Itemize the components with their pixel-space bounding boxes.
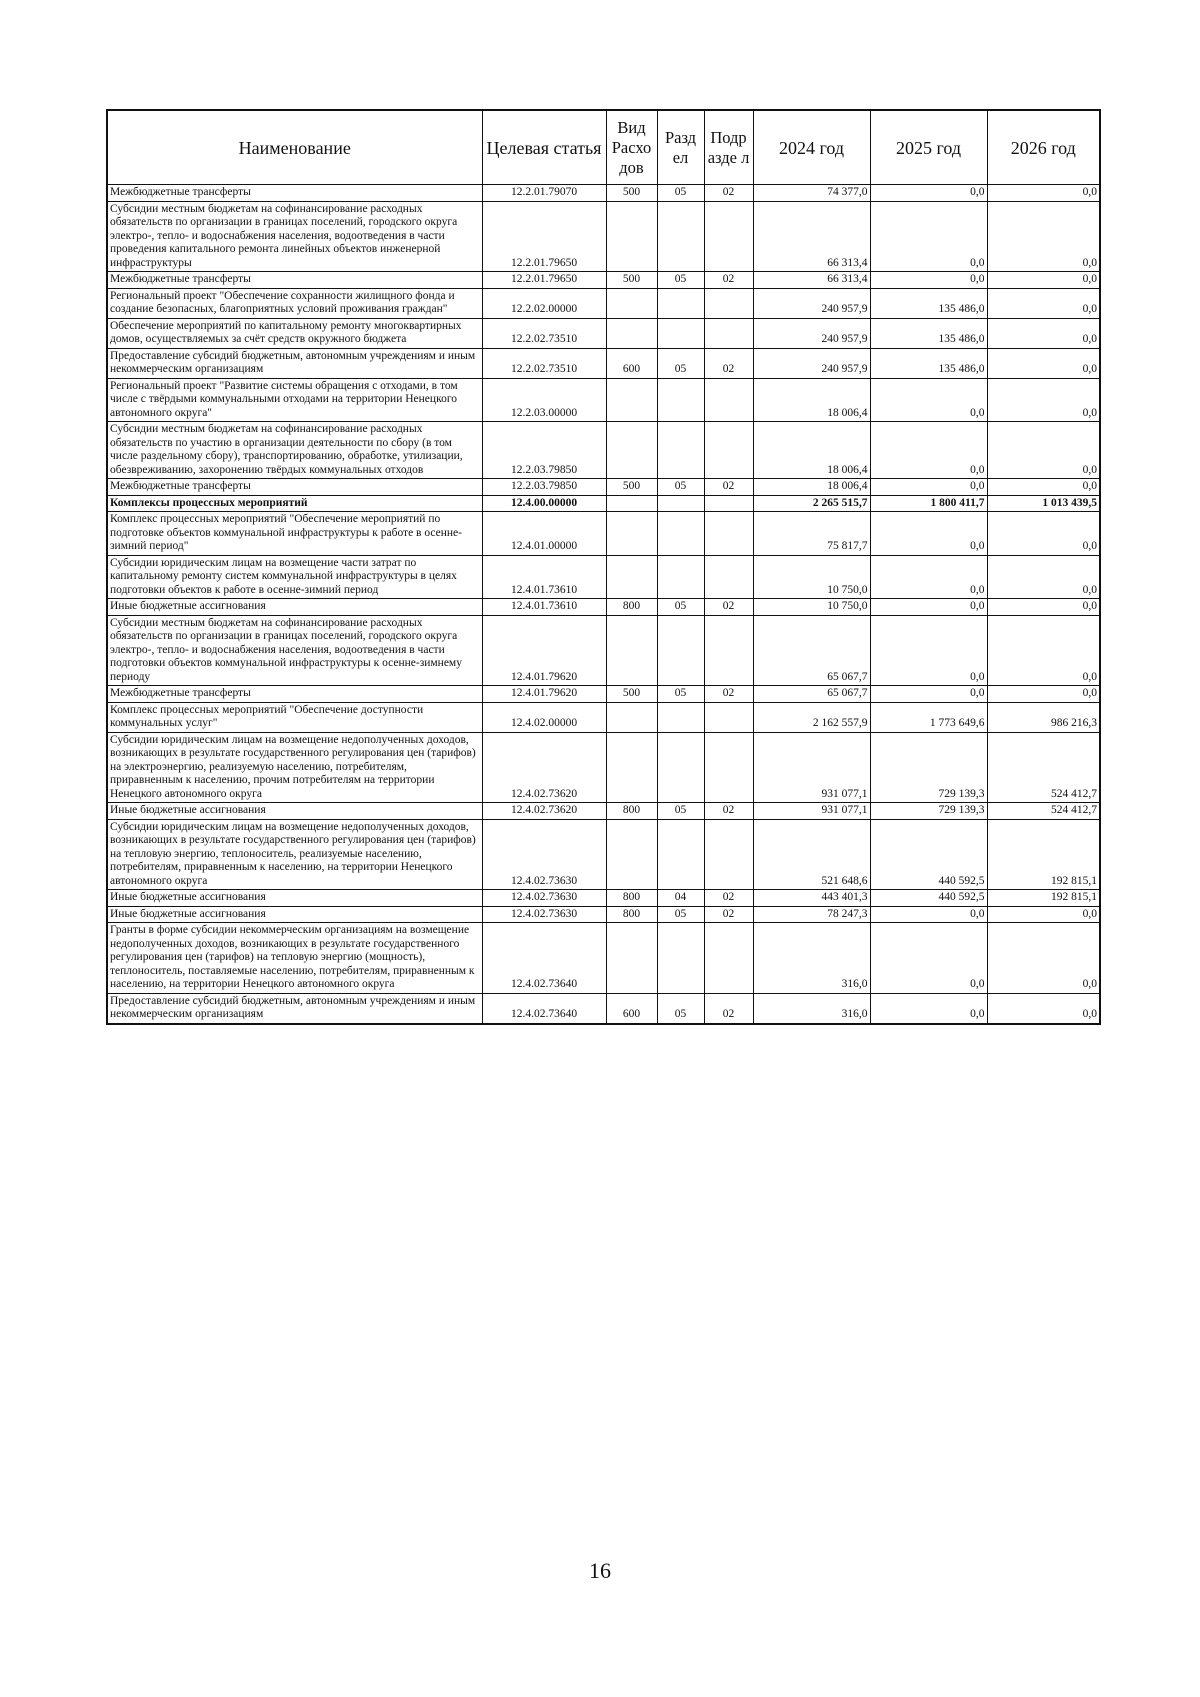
row-name: Предоставление субсидий бюджетным, автономным учреждениям и иным некоммерческим организациям: [107, 993, 482, 1024]
row-amount-2026: 0,0: [987, 318, 1100, 348]
row-amount-2026: 0,0: [987, 272, 1100, 289]
table-row: [107, 555, 1100, 599]
row-amount-2025: 0,0: [870, 272, 987, 289]
row-amount-2024: 316,0: [753, 993, 870, 1024]
row-amount-2024: 18 006,4: [753, 378, 870, 422]
row-section: [657, 512, 704, 556]
header-row: [107, 110, 1100, 185]
row-amount-2025: 0,0: [870, 599, 987, 616]
row-amount-2024: 75 817,7: [753, 512, 870, 556]
row-subsection: 02: [704, 272, 753, 289]
row-amount-2026: 0,0: [987, 686, 1100, 703]
row-expense-type: 800: [606, 890, 657, 907]
row-name: Региональный проект "Обеспечение сохранности жилищного фонда и создание безопасных, благоприятных условий проживания граждан": [107, 288, 482, 318]
row-target-code: 12.4.01.00000: [482, 512, 606, 556]
row-section: [657, 555, 704, 599]
row-subsection: 02: [704, 993, 753, 1024]
row-name: Комплекс процессных мероприятий "Обеспечение доступности коммунальных услуг": [107, 702, 482, 732]
table-row: [107, 318, 1100, 348]
row-subsection: [704, 512, 753, 556]
table-row: [107, 495, 1100, 512]
row-name: Субсидии юридическим лицам на возмещение недополученных доходов, возникающих в результате государственного регулирования цен (тарифов) на тепловую энергию, теплоноситель, реализуемые населению, потребителям, приравненным к населению, на территории Ненецкого автономного округа: [107, 819, 482, 890]
row-amount-2025: 1 800 411,7: [870, 495, 987, 512]
row-subsection: 02: [704, 906, 753, 923]
row-amount-2026: 986 216,3: [987, 702, 1100, 732]
row-amount-2026: 0,0: [987, 185, 1100, 202]
row-amount-2024: 78 247,3: [753, 906, 870, 923]
row-target-code: 12.4.02.73640: [482, 993, 606, 1024]
table-row: [107, 378, 1100, 422]
row-subsection: [704, 702, 753, 732]
row-section: 05: [657, 348, 704, 378]
row-amount-2026: 0,0: [987, 288, 1100, 318]
row-subsection: [704, 555, 753, 599]
row-subsection: 02: [704, 348, 753, 378]
row-name: Субсидии юридическим лицам на возмещение части затрат по капитальному ремонту систем коммунальной инфраструктуры в целях подготовки объектов к работе в осенне-зимний период: [107, 555, 482, 599]
row-amount-2025: 440 592,5: [870, 890, 987, 907]
row-subsection: 02: [704, 185, 753, 202]
row-subsection: 02: [704, 686, 753, 703]
row-subsection: [704, 615, 753, 686]
row-amount-2024: 316,0: [753, 923, 870, 994]
row-amount-2026: 524 412,7: [987, 732, 1100, 803]
table-row: [107, 803, 1100, 820]
row-name: Комплекс процессных мероприятий "Обеспечение мероприятий по подготовке объектов коммунальной инфраструктуры к работе в осенне-зимний период": [107, 512, 482, 556]
row-amount-2026: 0,0: [987, 512, 1100, 556]
row-expense-type: 800: [606, 599, 657, 616]
row-target-code: 12.2.03.79850: [482, 479, 606, 496]
header-2024: 2024 год: [753, 110, 870, 185]
row-name: Предоставление субсидий бюджетным, автономным учреждениям и иным некоммерческим организациям: [107, 348, 482, 378]
row-amount-2024: 521 648,6: [753, 819, 870, 890]
row-name: Субсидии местным бюджетам на софинансирование расходных обязательств по участию в организации деятельности по сбору (в том числе раздельному сбору), транспортированию, обработке, утилизации, обезвреживанию, захоронению твёрдых коммунальных отходов: [107, 422, 482, 479]
row-expense-type: [606, 555, 657, 599]
row-amount-2024: 10 750,0: [753, 555, 870, 599]
row-expense-type: [606, 819, 657, 890]
row-subsection: 02: [704, 599, 753, 616]
row-amount-2024: 65 067,7: [753, 686, 870, 703]
row-target-code: 12.2.01.79650: [482, 201, 606, 272]
row-section: [657, 702, 704, 732]
row-target-code: 12.4.00.00000: [482, 495, 606, 512]
row-section: [657, 318, 704, 348]
row-amount-2024: 931 077,1: [753, 803, 870, 820]
row-name: Гранты в форме субсидии некоммерческим организациям на возмещение недополученных доходов, возникающих в результате государственного регулирования цен (тарифов) на тепловую энергию (мощность), теплоноситель, поставляемые населению, потребителям, приравненным к населению, на территории Ненецкого автономного округа: [107, 923, 482, 994]
row-subsection: [704, 288, 753, 318]
row-subsection: [704, 923, 753, 994]
row-section: [657, 495, 704, 512]
row-subsection: [704, 201, 753, 272]
row-amount-2026: 0,0: [987, 906, 1100, 923]
row-expense-type: [606, 318, 657, 348]
row-target-code: 12.2.02.00000: [482, 288, 606, 318]
row-amount-2025: 0,0: [870, 512, 987, 556]
row-amount-2025: 0,0: [870, 555, 987, 599]
row-section: 05: [657, 803, 704, 820]
row-amount-2024: 18 006,4: [753, 422, 870, 479]
row-target-code: 12.4.02.73630: [482, 890, 606, 907]
row-amount-2026: 0,0: [987, 348, 1100, 378]
table-row: [107, 923, 1100, 994]
row-amount-2026: 0,0: [987, 201, 1100, 272]
row-section: 05: [657, 686, 704, 703]
row-subsection: [704, 732, 753, 803]
row-expense-type: 800: [606, 803, 657, 820]
row-name: Иные бюджетные ассигнования: [107, 906, 482, 923]
row-name: Межбюджетные трансферты: [107, 479, 482, 496]
row-name: Комплексы процессных мероприятий: [107, 495, 482, 512]
row-expense-type: 500: [606, 185, 657, 202]
header-2026: 2026 год: [987, 110, 1100, 185]
row-amount-2024: 74 377,0: [753, 185, 870, 202]
row-subsection: 02: [704, 479, 753, 496]
table-row: [107, 272, 1100, 289]
row-amount-2024: 66 313,4: [753, 201, 870, 272]
row-target-code: 12.2.02.73510: [482, 348, 606, 378]
row-target-code: 12.4.02.00000: [482, 702, 606, 732]
row-amount-2024: 240 957,9: [753, 318, 870, 348]
row-amount-2024: 66 313,4: [753, 272, 870, 289]
row-section: [657, 819, 704, 890]
row-name: Субсидии местным бюджетам на софинансирование расходных обязательств по организации в границах поселений, городского округа электро-, тепло- и водоснабжения населения, водоотведения в части подготовки объектов коммунальной инфраструктуры к осенне-зимнему периоду: [107, 615, 482, 686]
row-amount-2025: 0,0: [870, 906, 987, 923]
row-expense-type: 500: [606, 686, 657, 703]
row-amount-2026: 0,0: [987, 422, 1100, 479]
row-target-code: 12.4.02.73630: [482, 819, 606, 890]
row-section: 05: [657, 479, 704, 496]
table-row: [107, 512, 1100, 556]
row-expense-type: [606, 702, 657, 732]
row-section: 05: [657, 993, 704, 1024]
row-target-code: 12.4.01.73610: [482, 599, 606, 616]
row-amount-2024: 18 006,4: [753, 479, 870, 496]
header-target: Целевая статья: [482, 110, 606, 185]
row-amount-2025: 729 139,3: [870, 803, 987, 820]
row-subsection: [704, 422, 753, 479]
row-expense-type: [606, 378, 657, 422]
row-expense-type: [606, 201, 657, 272]
row-amount-2026: 192 815,1: [987, 890, 1100, 907]
table-row: [107, 819, 1100, 890]
row-amount-2025: 0,0: [870, 201, 987, 272]
row-amount-2025: 440 592,5: [870, 819, 987, 890]
row-amount-2025: 135 486,0: [870, 288, 987, 318]
row-amount-2024: 443 401,3: [753, 890, 870, 907]
row-amount-2024: 240 957,9: [753, 288, 870, 318]
row-amount-2025: 1 773 649,6: [870, 702, 987, 732]
row-section: [657, 378, 704, 422]
table-row: [107, 479, 1100, 496]
row-amount-2026: 0,0: [987, 615, 1100, 686]
row-amount-2025: 0,0: [870, 185, 987, 202]
table-row: [107, 993, 1100, 1024]
row-target-code: 12.2.03.00000: [482, 378, 606, 422]
row-amount-2024: 2 162 557,9: [753, 702, 870, 732]
header-type: Вид Расхо дов: [606, 110, 657, 185]
header-2025: 2025 год: [870, 110, 987, 185]
row-amount-2025: 0,0: [870, 422, 987, 479]
table-row: [107, 702, 1100, 732]
row-subsection: 02: [704, 803, 753, 820]
row-target-code: 12.4.01.73610: [482, 555, 606, 599]
row-section: [657, 422, 704, 479]
row-target-code: 12.2.01.79070: [482, 185, 606, 202]
row-target-code: 12.4.01.79620: [482, 686, 606, 703]
row-section: 05: [657, 906, 704, 923]
row-expense-type: 500: [606, 479, 657, 496]
row-section: [657, 923, 704, 994]
table-row: [107, 422, 1100, 479]
row-expense-type: [606, 615, 657, 686]
row-amount-2024: 931 077,1: [753, 732, 870, 803]
table-body: [107, 185, 1100, 1024]
table-row: [107, 615, 1100, 686]
table-row: [107, 686, 1100, 703]
row-expense-type: [606, 495, 657, 512]
row-name: Региональный проект "Развитие системы обращения с отходами, в том числе с твёрдыми коммунальными отходами на территории Ненецкого автономного округа": [107, 378, 482, 422]
row-target-code: 12.4.02.73630: [482, 906, 606, 923]
row-amount-2025: 0,0: [870, 686, 987, 703]
row-target-code: 12.4.01.79620: [482, 615, 606, 686]
row-name: Иные бюджетные ассигнования: [107, 890, 482, 907]
row-name: Межбюджетные трансферты: [107, 185, 482, 202]
row-amount-2026: 192 815,1: [987, 819, 1100, 890]
row-amount-2025: 135 486,0: [870, 318, 987, 348]
row-amount-2025: 0,0: [870, 378, 987, 422]
row-target-code: 12.2.03.79850: [482, 422, 606, 479]
header-section: Разд ел: [657, 110, 704, 185]
row-section: 05: [657, 272, 704, 289]
budget-table: [106, 109, 1101, 1025]
row-name: Иные бюджетные ассигнования: [107, 599, 482, 616]
row-name: Межбюджетные трансферты: [107, 686, 482, 703]
table-row: [107, 599, 1100, 616]
table-row: [107, 732, 1100, 803]
table-row: [107, 201, 1100, 272]
row-section: [657, 201, 704, 272]
row-name: Обеспечение мероприятий по капитальному ремонту многоквартирных домов, осуществляемых за счёт средств окружного бюджета: [107, 318, 482, 348]
row-target-code: 12.2.01.79650: [482, 272, 606, 289]
row-name: Межбюджетные трансферты: [107, 272, 482, 289]
row-section: [657, 732, 704, 803]
row-amount-2024: 240 957,9: [753, 348, 870, 378]
row-subsection: [704, 318, 753, 348]
row-amount-2025: 729 139,3: [870, 732, 987, 803]
row-section: 05: [657, 185, 704, 202]
row-expense-type: 800: [606, 906, 657, 923]
row-amount-2025: 0,0: [870, 993, 987, 1024]
row-amount-2026: 524 412,7: [987, 803, 1100, 820]
row-expense-type: [606, 288, 657, 318]
header-subsection: Подр азде л: [704, 110, 753, 185]
row-amount-2025: 0,0: [870, 615, 987, 686]
row-target-code: 12.4.02.73620: [482, 732, 606, 803]
row-amount-2024: 10 750,0: [753, 599, 870, 616]
row-subsection: [704, 495, 753, 512]
row-amount-2026: 0,0: [987, 479, 1100, 496]
row-subsection: [704, 378, 753, 422]
row-target-code: 12.4.02.73640: [482, 923, 606, 994]
row-amount-2026: 0,0: [987, 378, 1100, 422]
row-amount-2026: 0,0: [987, 923, 1100, 994]
row-expense-type: [606, 923, 657, 994]
row-amount-2025: 0,0: [870, 923, 987, 994]
table-row: [107, 890, 1100, 907]
row-section: [657, 615, 704, 686]
row-section: 05: [657, 599, 704, 616]
row-expense-type: [606, 732, 657, 803]
row-amount-2025: 0,0: [870, 479, 987, 496]
row-amount-2026: 1 013 439,5: [987, 495, 1100, 512]
row-section: [657, 288, 704, 318]
table-row: [107, 906, 1100, 923]
header-name: Наименование: [107, 110, 482, 185]
row-amount-2026: 0,0: [987, 993, 1100, 1024]
row-amount-2024: 2 265 515,7: [753, 495, 870, 512]
table-row: [107, 288, 1100, 318]
table-row: [107, 185, 1100, 202]
row-amount-2025: 135 486,0: [870, 348, 987, 378]
row-expense-type: [606, 422, 657, 479]
row-subsection: 02: [704, 890, 753, 907]
row-name: Субсидии юридическим лицам на возмещение недополученных доходов, возникающих в результате государственного регулирования цен (тарифов) на электроэнергию, реализуемую населению, потребителям, приравненным к населению, прочим потребителям на территории Ненецкого автономного округа: [107, 732, 482, 803]
page-number: 16: [589, 1558, 611, 1583]
table-row: [107, 348, 1100, 378]
row-amount-2024: 65 067,7: [753, 615, 870, 686]
row-expense-type: 600: [606, 348, 657, 378]
row-target-code: 12.2.02.73510: [482, 318, 606, 348]
row-amount-2026: 0,0: [987, 555, 1100, 599]
row-subsection: [704, 819, 753, 890]
row-target-code: 12.4.02.73620: [482, 803, 606, 820]
row-amount-2026: 0,0: [987, 599, 1100, 616]
row-section: 04: [657, 890, 704, 907]
row-name: Иные бюджетные ассигнования: [107, 803, 482, 820]
row-name: Субсидии местным бюджетам на софинансирование расходных обязательств по организации в границах поселений, городского округа электро-, тепло- и водоснабжения населения, водоотведения в части проведения капитального ремонта линейных объектов инженерной инфраструктуры: [107, 201, 482, 272]
row-expense-type: 500: [606, 272, 657, 289]
row-expense-type: 600: [606, 993, 657, 1024]
row-expense-type: [606, 512, 657, 556]
